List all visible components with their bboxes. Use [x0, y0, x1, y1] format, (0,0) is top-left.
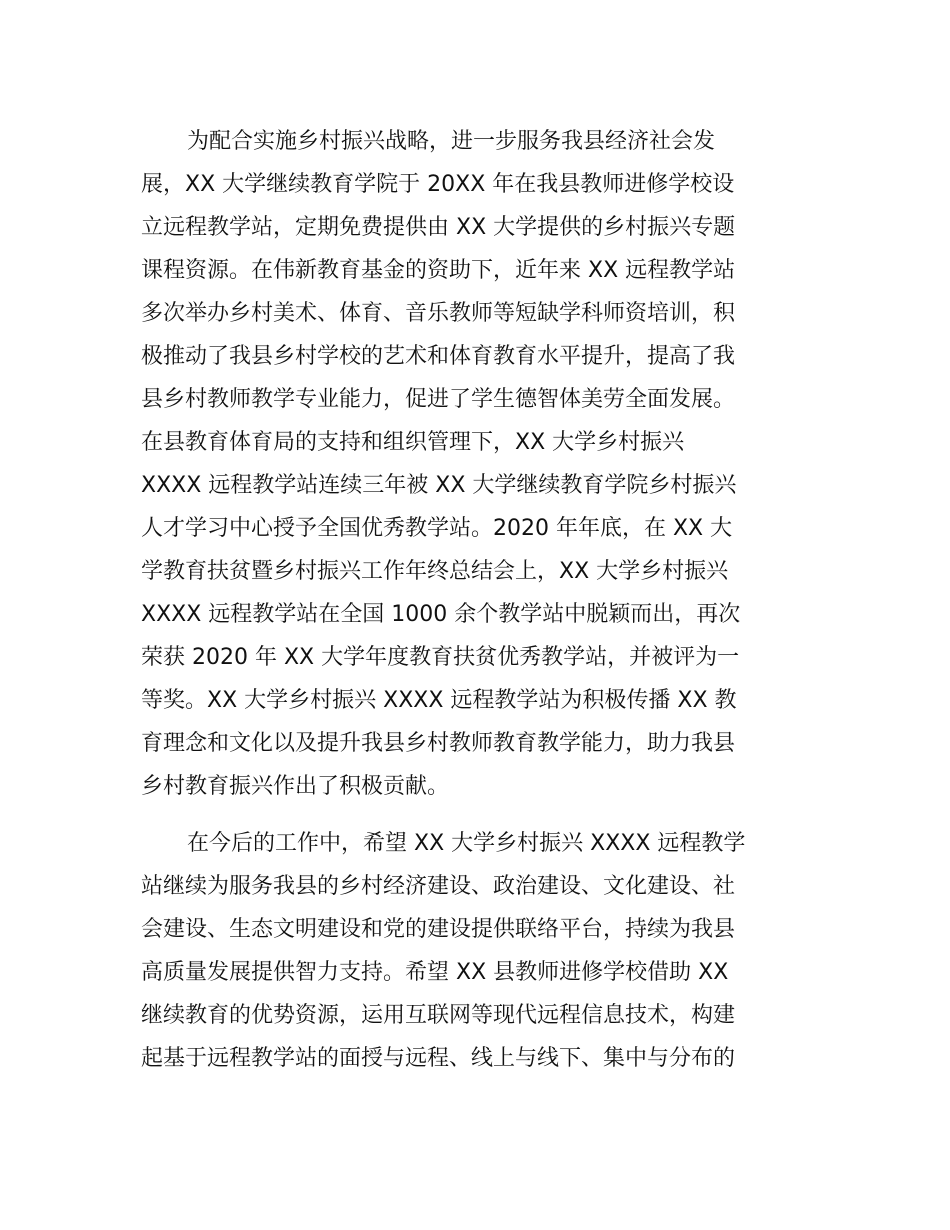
paragraph-line: 高质量发展提供智力支持。希望 XX 县教师进修学校借助 XX — [141, 960, 729, 985]
paragraph-line: 多次举办乡村美术、体育、音乐教师等短缺学科师资培训，积 — [141, 301, 736, 326]
paragraph-line: 起基于远程教学站的面授与远程、线上与线下、集中与分布的 — [141, 1046, 736, 1071]
paragraph-line: 站继续为服务我县的乡村经济建设、政治建设、文化建设、社 — [141, 874, 736, 899]
paragraph-line: 乡村教育振兴作出了积极贡献。 — [141, 774, 450, 799]
paragraph-line: 荣获 2020 年 XX 大学年度教育扶贫优秀教学站，并被评为一 — [141, 645, 740, 670]
paragraph-line: 为配合实施乡村振兴战略，进一步服务我县经济社会发 — [187, 129, 716, 154]
paragraph-line: 在今后的工作中，希望 XX 大学乡村振兴 XXXX 远程教学 — [187, 831, 746, 856]
paragraph-1 — [141, 120, 813, 808]
paragraph-line: 在县教育体育局的支持和组织管理下，XX 大学乡村振兴 — [141, 430, 685, 455]
paragraph-2 — [141, 822, 813, 1080]
paragraph-spacer — [141, 808, 813, 822]
paragraph-line: 课程资源。在伟新教育基金的资助下，近年来 XX 远程教学站 — [141, 258, 736, 283]
paragraph-line: 展，XX 大学继续教育学院于 20XX 年在我县教师进修学校设 — [141, 172, 735, 197]
paragraph-line: 学教育扶贫暨乡村振兴工作年终总结会上，XX 大学乡村振兴 — [141, 559, 729, 584]
paragraph-line: 等奖。XX 大学乡村振兴 XXXX 远程教学站为积极传播 XX 教 — [141, 688, 737, 713]
document-body — [141, 120, 813, 1080]
paragraph-line: 育理念和文化以及提升我县乡村教师教育教学能力，助力我县 — [141, 731, 736, 756]
paragraph-line: 立远程教学站，定期免费提供由 XX 大学提供的乡村振兴专题 — [141, 215, 736, 240]
paragraph-line: 会建设、生态文明建设和党的建设提供联络平台，持续为我县 — [141, 917, 736, 942]
paragraph-line: 极推动了我县乡村学校的艺术和体育教育水平提升，提高了我 — [141, 344, 736, 369]
paragraph-line: 人才学习中心授予全国优秀教学站。2020 年年底，在 XX 大 — [141, 516, 733, 541]
paragraph-line: XXXX 远程教学站连续三年被 XX 大学继续教育学院乡村振兴 — [141, 473, 737, 498]
paragraph-line: 县乡村教师教学专业能力，促进了学生德智体美劳全面发展。 — [141, 387, 736, 412]
paragraph-line: XXXX 远程教学站在全国 1000 余个教学站中脱颖而出，再次 — [141, 602, 741, 627]
paragraph-line: 继续教育的优势资源，运用互联网等现代远程信息技术，构建 — [141, 1003, 736, 1028]
